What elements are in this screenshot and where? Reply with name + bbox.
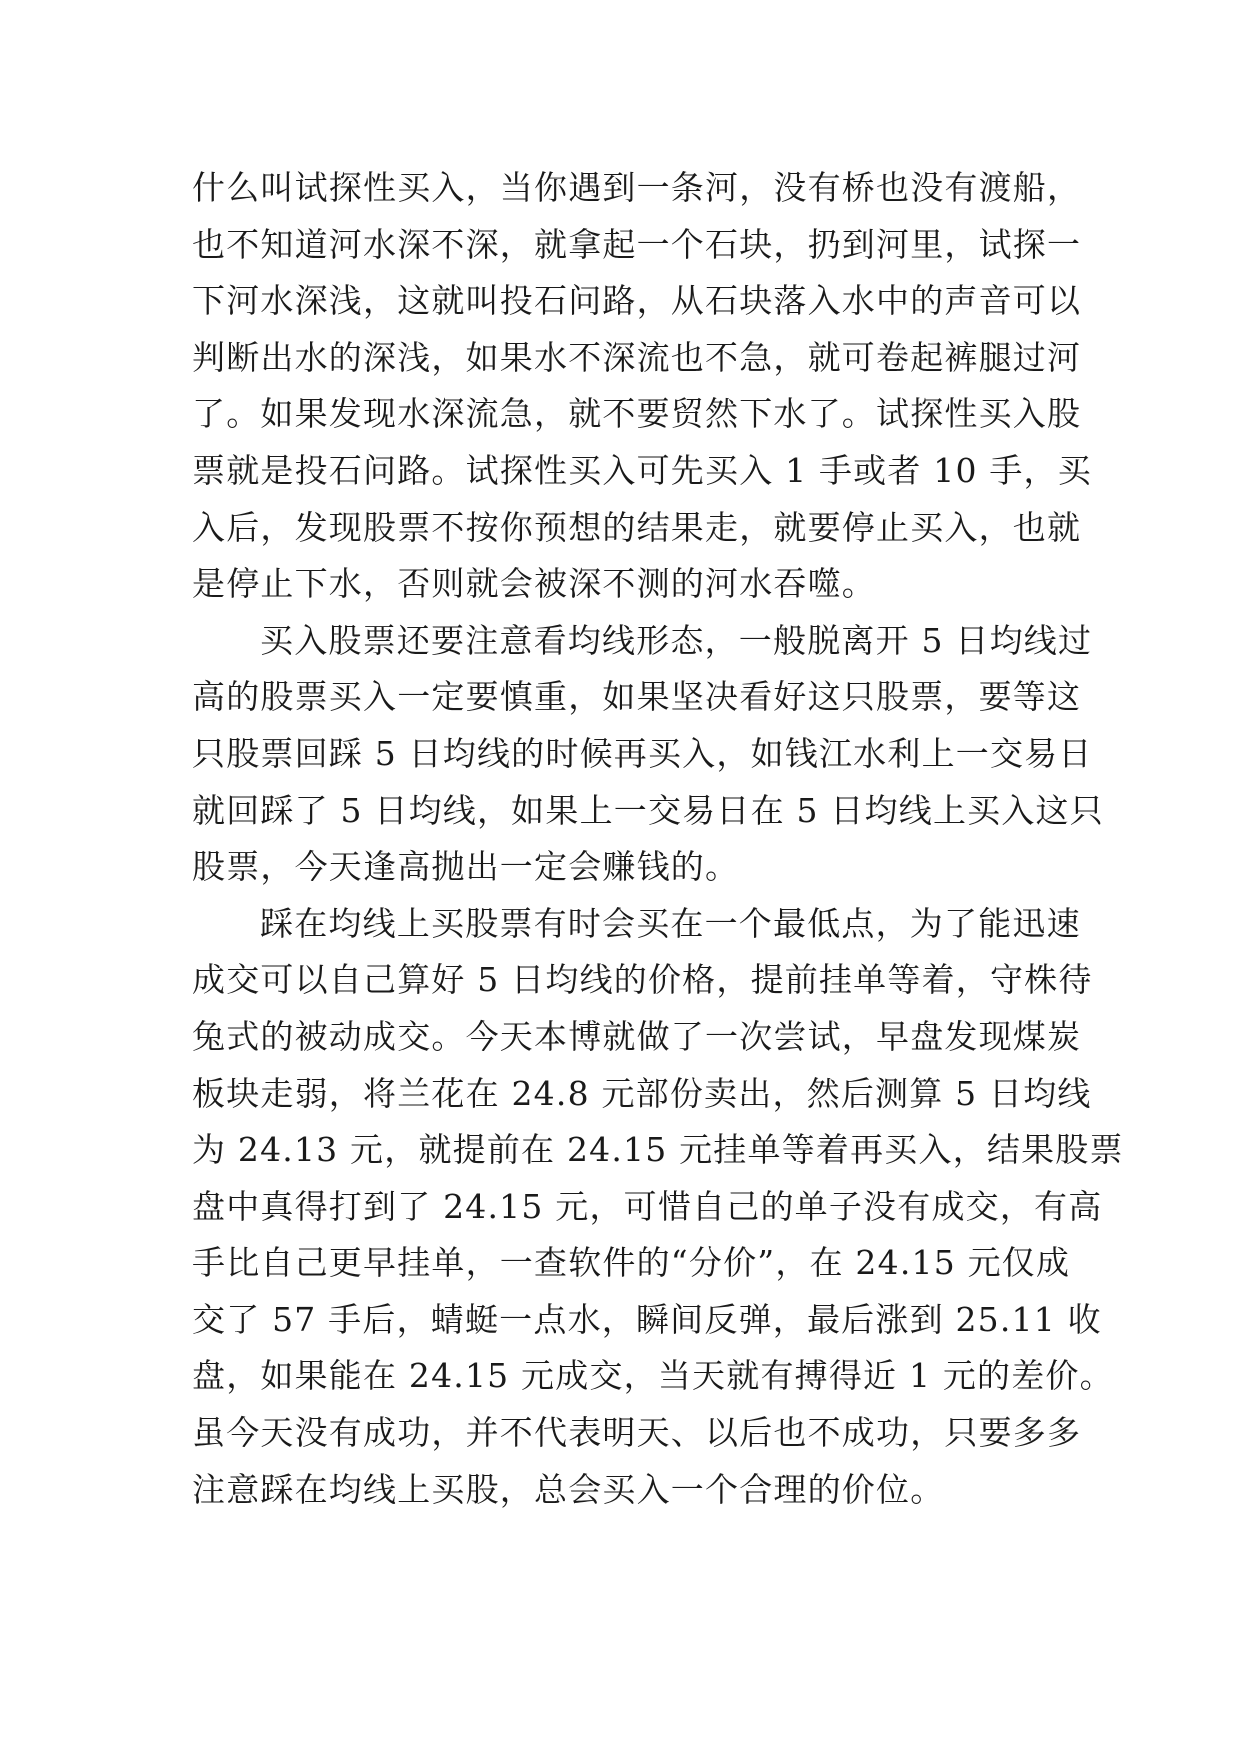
paragraph-first-line: 买入股票还要注意看均线形态，一般脱离开 5 日均线过 xyxy=(260,620,1093,660)
text-line: 什么叫试探性买入，当你遇到一条河，没有桥也没有渡船， xyxy=(192,168,1082,207)
text-line: 了。如果发现水深流急，就不要贸然下水了。试探性买入股 xyxy=(192,394,1082,434)
text-line: 只股票回踩 5 日均线的时候再买入，如钱江水利上一交易日 xyxy=(192,733,1093,773)
paragraph-first-line: 踩在均线上买股票有时会买在一个最低点，为了能迅速 xyxy=(260,903,1081,943)
text-line: 票就是投石问路。试探性买入可先买入 1 手或者 10 手，买 xyxy=(192,450,1092,490)
text-line: 手比自己更早挂单，一查软件的“分价”，在 24.15 元仅成 xyxy=(192,1243,1071,1283)
text-line: 是停止下水，否则就会被深不测的河水吞噬。 xyxy=(192,564,876,604)
text-line: 入后，发现股票不按你预想的结果走，就要停止买入，也就 xyxy=(192,507,1082,547)
text-line: 交了 57 手后，蜻蜓一点水，瞬间反弹，最后涨到 25.11 收 xyxy=(192,1299,1102,1339)
text-line: 也不知道河水深不深，就拿起一个石块，扔到河里，试探一 xyxy=(192,224,1082,264)
text-line: 板块走弱，将兰花在 24.8 元部份卖出，然后测算 5 日均线 xyxy=(192,1073,1092,1113)
text-line: 股票，今天逢高抛出一定会赚钱的。 xyxy=(192,847,740,887)
text-line: 为 24.13 元，就提前在 24.15 元挂单等着再买入，结果股票 xyxy=(192,1130,1124,1170)
text-line: 成交可以自己算好 5 日均线的价格，提前挂单等着，守株待 xyxy=(192,960,1093,1000)
text-line: 盘，如果能在 24.15 元成交，当天就有搏得近 1 元的差价。 xyxy=(192,1356,1114,1396)
text-line: 兔式的被动成交。今天本博就做了一次尝试，早盘发现煤炭 xyxy=(192,1016,1082,1056)
text-line: 判断出水的深浅，如果水不深流也不急，就可卷起裤腿过河 xyxy=(192,337,1082,377)
text-line: 虽今天没有成功，并不代表明天、以后也不成功，只要多多 xyxy=(192,1413,1082,1453)
text-line: 注意踩在均线上买股，总会买入一个合理的价位。 xyxy=(192,1469,945,1509)
text-line: 下河水深浅，这就叫投石问路，从石块落入水中的声音可以 xyxy=(192,281,1082,321)
text-line: 就回踩了 5 日均线，如果上一交易日在 5 日均线上买入这只 xyxy=(192,790,1104,830)
text-line: 高的股票买入一定要慎重，如果坚决看好这只股票，要等这 xyxy=(192,677,1082,717)
body-text xyxy=(192,160,1124,1518)
text-line: 盘中真得打到了 24.15 元，可惜自己的单子没有成交，有高 xyxy=(192,1186,1103,1226)
